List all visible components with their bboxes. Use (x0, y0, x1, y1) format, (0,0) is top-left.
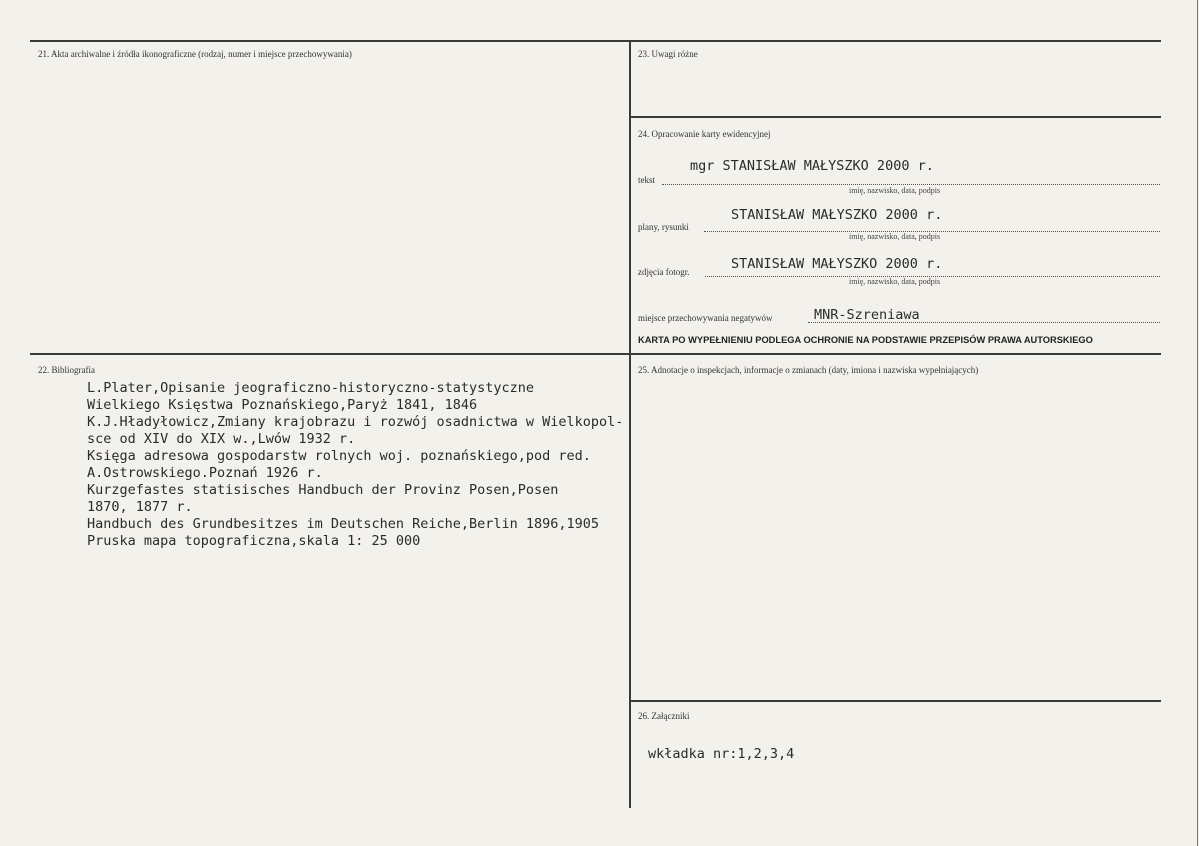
attachments-label: 26. Załączniki (638, 711, 690, 721)
bibliography-entry: 1870, 1877 r. (87, 499, 193, 515)
text-field-label: tekst (638, 175, 655, 185)
negatives-field-value: MNR-Szreniawa (814, 307, 920, 323)
copyright-notice: KARTA PO WYPEŁNIENIU PODLEGA OCHRONIE NA PODSTAWIE PRZEPISÓW PRAWA AUTORSKIEGO (638, 335, 1093, 345)
bibliography-entry: Księga adresowa gospodarstw rolnych woj. poznańskiego,pod red. (87, 448, 591, 464)
top-border-line (30, 40, 1161, 42)
bibliography-entry: K.J.Hładyłowicz,Zmiany krajobrazu i rozwój osadnictwa w Wielkopol- (87, 414, 624, 430)
notes-label: 23. Uwagi różne (638, 49, 698, 59)
preparation-label: 24. Opracowanie karty ewidencyjnej (638, 129, 771, 139)
right-notes-divider (629, 116, 1161, 118)
bibliography-entry: Wielkiego Księstwa Poznańskiego,Paryż 1841, 1846 (87, 397, 478, 413)
text-field-value: mgr STANISŁAW MAŁYSZKO 2000 r. (690, 158, 934, 174)
text-field-dotline (662, 184, 1160, 185)
negatives-field-label: miejsce przechowywania negatywów (638, 313, 773, 323)
photos-field-value: STANISŁAW MAŁYSZKO 2000 r. (731, 256, 943, 272)
archives-label: 21. Akta archiwalne i źródła ikonograficzne (rodzaj, numer i miejsce przechowywania) (38, 49, 352, 59)
middle-divider-line (30, 353, 1161, 355)
photos-field-caption: imię, nazwisko, data, podpis (849, 277, 941, 286)
bibliography-label: 22. Bibliografia (38, 365, 95, 375)
plans-field-caption: imię, nazwisko, data, podpis (849, 232, 941, 241)
text-field-caption: imię, nazwisko, data, podpis (849, 186, 941, 195)
bibliography-entry: sce od XIV do XIX w.,Lwów 1932 r. (87, 431, 356, 447)
bibliography-entry: L.Plater,Opisanie jeograficzno-historyczno-statystyczne (87, 380, 535, 396)
plans-field-label: plany, rysunki (638, 222, 689, 232)
bibliography-entry: Kurzgefastes statisisches Handbuch der Provinz Posen,Posen (87, 482, 559, 498)
bibliography-entry: Handbuch des Grundbesitzes im Deutschen Reiche,Berlin 1896,1905 (87, 516, 600, 532)
inspections-label: 25. Adnotacje o inspekcjach, informacje o zmianach (daty, imiona i nazwiska wypełniających) (638, 365, 979, 375)
attachments-value: wkładka nr:1,2,3,4 (648, 746, 795, 762)
bibliography-entry: Pruska mapa topograficzna,skala 1: 25 000 (87, 533, 421, 549)
bibliography-entry: A.Ostrowskiego.Poznań 1926 r. (87, 465, 323, 481)
right-edge-mark (1197, 0, 1198, 846)
bibliography-list (87, 380, 623, 550)
center-divider-line (629, 40, 631, 808)
attachments-divider (629, 700, 1161, 702)
photos-field-label: zdjęcia fotogr. (638, 267, 690, 277)
plans-field-value: STANISŁAW MAŁYSZKO 2000 r. (731, 207, 943, 223)
